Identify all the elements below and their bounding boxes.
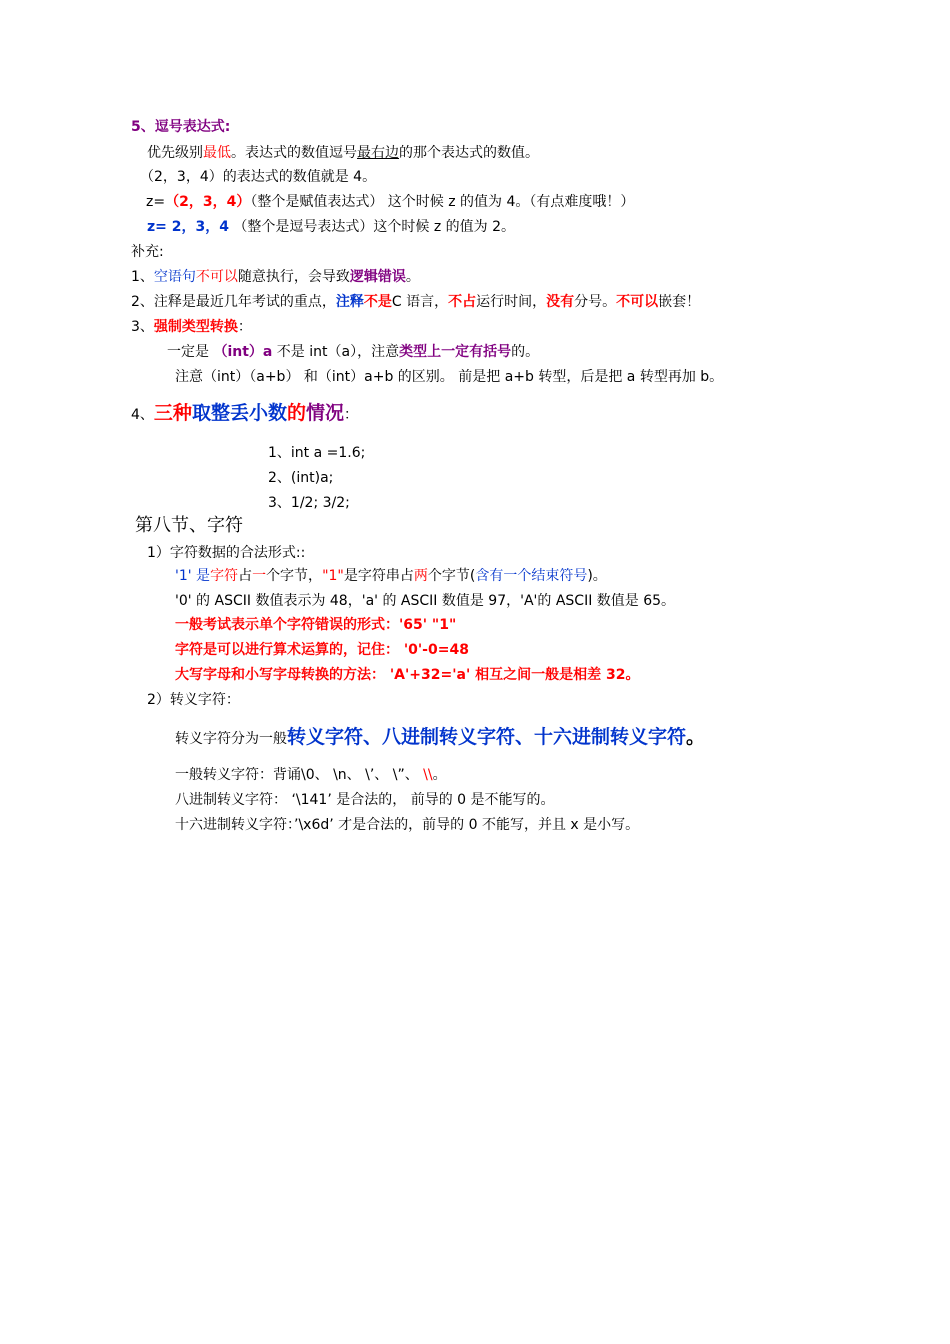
supplement-item-4 — [131, 403, 358, 425]
supplement-title: 补充: — [131, 244, 164, 260]
char-error-forms-line: 一般考试表示单个字符错误的形式：'65' "1" — [175, 617, 457, 633]
text: z= — [146, 194, 166, 210]
highlight-terminator: 含有一个结束符号 — [475, 568, 588, 584]
highlight-logic-error: 逻辑错误 — [349, 269, 406, 285]
text: （整个是赋值表达式） 这个时候 z 的值为 4。（有点难度哦！） — [250, 194, 635, 210]
text: 转义字符分为一般 — [175, 731, 287, 747]
example-value-line: （2，3，4）的表达式的数值就是 4。 — [140, 169, 377, 185]
highlight-comma-expr: z= 2，3，4 — [147, 219, 229, 235]
highlight-string-literal: "1" — [322, 568, 344, 584]
char-arithmetic-line: 字符是可以进行算术运算的，记住： '0'-0=48 — [175, 642, 469, 658]
text: 运行时间， — [476, 294, 547, 310]
highlight-one: 一 — [252, 568, 267, 584]
highlight-escape-types: 转义字符、八进制转义字符、十六进制转义字符 — [287, 726, 687, 748]
supplement-item-2 — [131, 292, 700, 312]
text: 个字节， — [266, 568, 323, 584]
highlight-empty-statement: 空语句 — [153, 269, 196, 285]
highlight-three: 三种 — [153, 402, 192, 424]
highlight-cast: 强制类型转换 — [153, 319, 238, 335]
text: ： — [343, 407, 358, 423]
text: 。表达式的数值逗号 — [231, 145, 357, 161]
highlight-of: 的 — [286, 402, 306, 424]
section-5-title: 5、逗号表达式: — [131, 119, 231, 135]
truncate-case-2: 2、(int)a; — [268, 470, 334, 486]
text: 的。 — [511, 344, 540, 360]
octal-escape-line: 八进制转义字符： ‘\141’ 是合法的， 前导的 0 是不能写的。 — [175, 792, 555, 808]
highlight-comment: 注释 — [335, 294, 364, 310]
text: 随意执行，会导致 — [237, 269, 350, 285]
ascii-values-line: '0' 的 ASCII 数值表示为 48，'a' 的 ASCII 数值是 97，'A'的 ASCII 数值是 65。 — [175, 593, 676, 609]
assignment-example-line — [146, 192, 634, 212]
text: 个字节( — [427, 568, 476, 584]
cast-difference-line: 注意（int）（a+b） 和（int）a+b 的区别。 前是把 a+b 转型，后是把 a 转型再加 b。 — [175, 369, 724, 385]
highlight-rightmost: 最右边 — [357, 145, 399, 161]
text: 4、 — [131, 407, 154, 423]
text: 优先级别 — [147, 145, 203, 161]
highlight-backslash: \\ — [423, 767, 433, 783]
text: 嵌套！ — [658, 294, 701, 310]
escape-types-line — [175, 727, 705, 749]
highlight-two: 两 — [413, 568, 428, 584]
case-conversion-line: 大写字母和小写字母转换的方法： 'A'+32='a' 相互之间一般是相差 32。 — [175, 667, 640, 683]
truncate-case-1: 1、int a =1.6; — [268, 445, 366, 461]
hex-escape-line: 十六进制转义字符：’\x6d’ 才是合法的，前导的 0 不能写，并且 x 是小写。 — [175, 817, 640, 833]
highlight-parentheses: 类型上一定有括号 — [399, 344, 512, 360]
escape-heading: 2）转义字符： — [147, 692, 240, 708]
comma-example-line — [147, 217, 515, 237]
highlight-truncate: 取整丢小数 — [191, 402, 287, 424]
truncate-case-3: 3、1/2; 3/2; — [268, 495, 350, 511]
text: 。 — [405, 269, 420, 285]
text: （整个是逗号表达式）这个时候 z 的值为 2。 — [228, 219, 516, 235]
text: 不是 int（a），注意 — [272, 344, 400, 360]
highlight-no: 没有 — [546, 294, 575, 310]
text: C 语言， — [391, 294, 449, 310]
text: 的那个表达式的数值。 — [399, 145, 539, 161]
char-legal-forms-heading: 1）字符数据的合法形式:: — [147, 545, 306, 561]
highlight-char: 字符 — [210, 568, 239, 584]
text: 分号。 — [574, 294, 617, 310]
text: 。 — [432, 767, 447, 783]
highlight-cannot: 不可以 — [616, 294, 659, 310]
char-byte-line — [175, 566, 607, 586]
supplement-item-1 — [131, 267, 420, 287]
text: 一般转义字符：背诵\0、 \n、 \’、 \”、 — [175, 767, 424, 783]
supplement-item-3 — [131, 317, 252, 337]
highlight-no-time: 不占 — [448, 294, 477, 310]
highlight-not-allowed: 不可以 — [195, 269, 238, 285]
highlight-is-not: 不是 — [363, 294, 392, 310]
text: 1、 — [131, 269, 154, 285]
text: 2、注释是最近几年考试的重点， — [131, 294, 336, 310]
cast-rule-line — [167, 342, 539, 362]
highlight-lowest: 最低 — [203, 145, 231, 161]
text: )。 — [587, 568, 607, 584]
text: '1' 是 — [175, 568, 211, 584]
text: 占 — [238, 568, 253, 584]
section-8-title: 第八节、字符 — [135, 515, 243, 536]
general-escape-line — [175, 765, 447, 785]
precedence-line — [147, 143, 539, 163]
text: 3、 — [131, 319, 154, 335]
text: 一定是 — [167, 344, 214, 360]
text: 。 — [686, 726, 706, 748]
text: 是字符串占 — [343, 568, 414, 584]
highlight-situation: 情况 — [305, 402, 344, 424]
highlight-tuple: （2，3，4） — [165, 194, 251, 210]
highlight-int-a: （int）a — [213, 344, 273, 360]
text: ： — [237, 319, 252, 335]
